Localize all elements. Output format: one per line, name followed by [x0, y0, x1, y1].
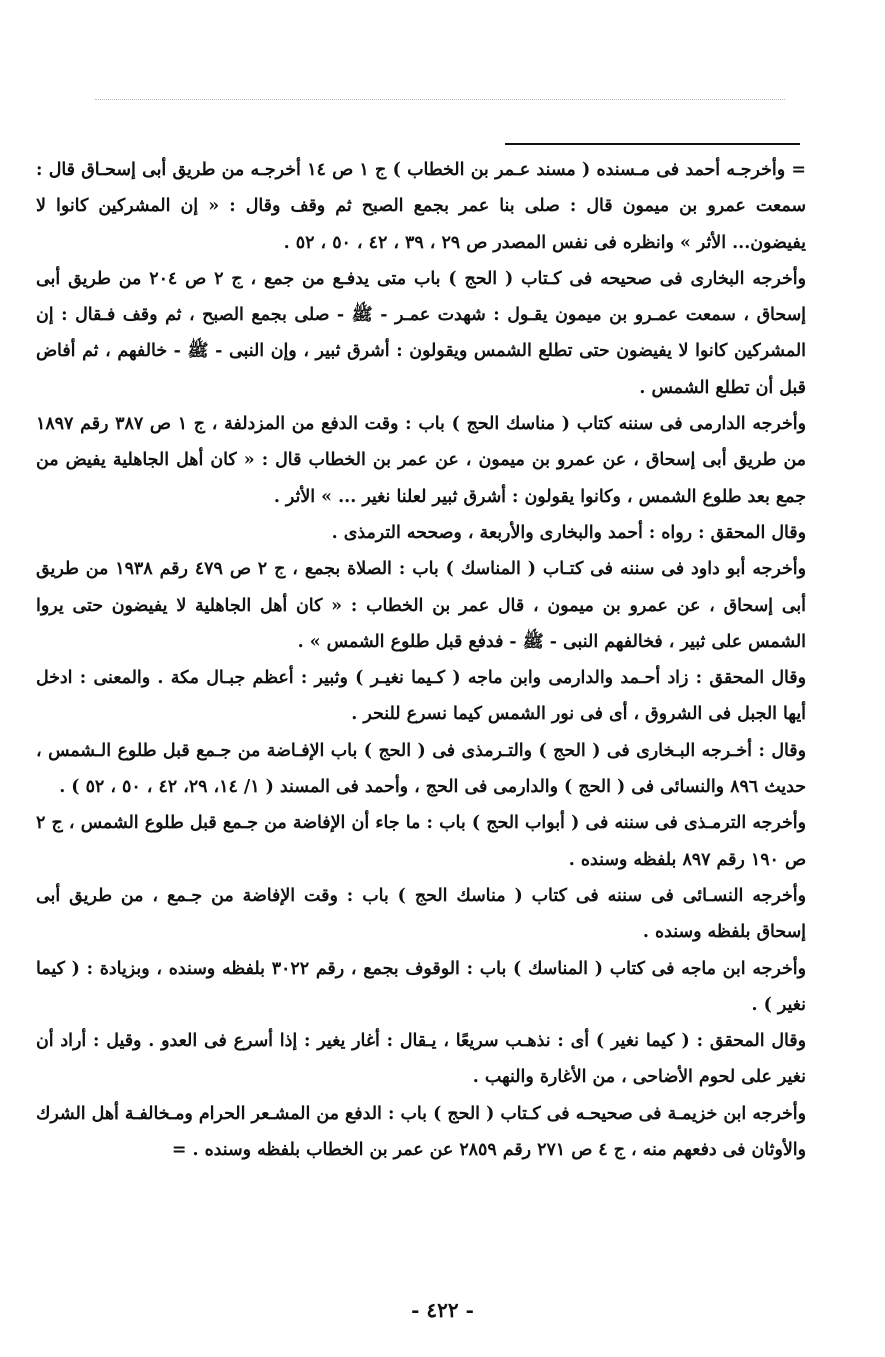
paragraph-ibn-majah: وأخرجه ابن ماجه فى كتاب ( المناسك ) باب : الوقوف بجمع ، رقم ٣٠٢٢ بلفظه وسنده ، وبزيادة : ( كيما نغير ) . [36, 958, 807, 1015]
paragraph-ahmad: = وأخرجـه أحمد فى مـسنده ( مسند عـمر بن الخطاب ) ج ١ ص ١٤ أخرجـه من طريق أبى إسحـاق قال : سمعت عمرو بن ميمون قال : صلى بنا عمر بجمع الصبح ثم وقف وقال : « إن المشركين كانوا لا يفيضون... الأثر » وانظره فى نفس المصدر ص ٢٩ ، ٣٩ ، ٤٢ ، ٥٠ ، ٥٢ . [36, 160, 806, 253]
paragraph-darimi: وأخرجه الدارمى فى سننه كتاب ( مناسك الحج ) باب : وقت الدفع من المزدلفة ، ج ١ ص ٣٨٧ رقم ١٨٩٧ من طريق أبى إسحاق ، عن عمرو بن ميمون ، عن عمر بن الخطاب قال : « كان أهل الجاهلية يفيض من جمع بعد طلوع الشمس ، وكانوا يقولون : أشرق ثبير لعلنا نغير ... » الأثر . [36, 414, 807, 507]
page-number: - ٤٢٢ - [411, 1298, 474, 1322]
paragraph-tirmidhi: وأخرجه الترمـذى فى سننه فى ( أبواب الحج ) باب : ما جاء أن الإفاضة من جـمع قبل طلوع الشمس ، ج ٢ ص ١٩٠ رقم ٨٩٧ بلفظه وسنده . [36, 813, 806, 870]
paragraph-muhaqqiq-1: وقال المحقق : رواه : أحمد والبخارى والأربعة ، وصححه الترمذى . [331, 522, 806, 543]
paragraph-takhrij: وقال : أخـرجه البـخارى فى ( الحج ) والتـرمذى فى ( الحج ) باب الإفـاضة من جـمع قبل طلوع الـشمس ، حديث ٨٩٦ والنسائى فى ( الحج ) والدارمى فى الحج ، وأحمد فى المسند ( ١/ ١٤، ٢٩، ٤٢ ، ٥٠ ، ٥٢ ) . [36, 740, 806, 798]
paragraph-muhaqqiq-3: وقال المحقق : ( كيما نغير ) أى : نذهـب سريعًا ، يـقال : أغار يغير : إذا أسرع فى العدو . وقيل : أراد أن نغير على لحوم الأضاحى ، من الأغارة والنهب . [36, 1031, 806, 1088]
paragraph-bukhari: وأخرجه البخارى فى صحيحه فى كـتاب ( الحج ) باب متى يدفـع من جمع ، ج ٢ ص ٢٠٤ من طريق أبى إسحاق ، سمعت عمـرو بن ميمون يقـول : شهدت عمـر - ﷺ - صلى بجمع الصبح ، ثم وقف فـقال : إن المشركين كانوا لا يفيضون حتى تطلع الشمس ويقولون : أشرق ثبير ، وإن النبى - ﷺ - خالفهم ، ثم أفاض قبل أن تطلع الشمس . [36, 268, 806, 398]
paragraph-muhaqqiq-2: وقال المحقق : زاد أحـمد والدارمى وابن ماجه ( كـيما نغيـر ) وثبير : أعظم جبـال مكة . والمعنى : ادخل أيها الجبل فى الشروق ، أى فى نور الشمس كيما نسرع للنحر . [36, 668, 806, 725]
footnote-text [36, 152, 806, 1168]
paragraph-nasai: وأخرجه النسـائى فى سننه فى كتاب ( مناسك الحج ) باب : وقت الإفاضة من جـمع ، من طريق أبى إسحاق بلفظه وسنده . [36, 885, 806, 943]
paragraph-abu-dawud: وأخرجه أبو داود فى سننه فى كتـاب ( المناسك ) باب : الصلاة بجمع ، ج ٢ ص ٤٧٩ رقم ١٩٣٨ من طريق أبى إسحاق ، عن عمرو بن ميمون ، قال عمر بن الخطاب : « كان أهل الجاهلية لا يفيضون حتى يروا الشمس على ثبير ، فخالفهم النبى - ﷺ - فدفع قبل طلوع الشمس » . [36, 559, 806, 652]
paragraph-ibn-khuzaymah: وأخرجه ابن خزيمـة فى صحيحـه فى كـتاب ( الحج ) باب : الدفع من المشـعر الحرام ومـخالفـة أهل الشرك والأوثان فى دفعهم منه ، ج ٤ ص ٢٧١ رقم ٢٨٥٩ عن عمر بن الخطاب بلفظه وسنده . = [36, 1103, 806, 1161]
footnote-divider [505, 143, 800, 145]
header-divider [95, 99, 785, 100]
